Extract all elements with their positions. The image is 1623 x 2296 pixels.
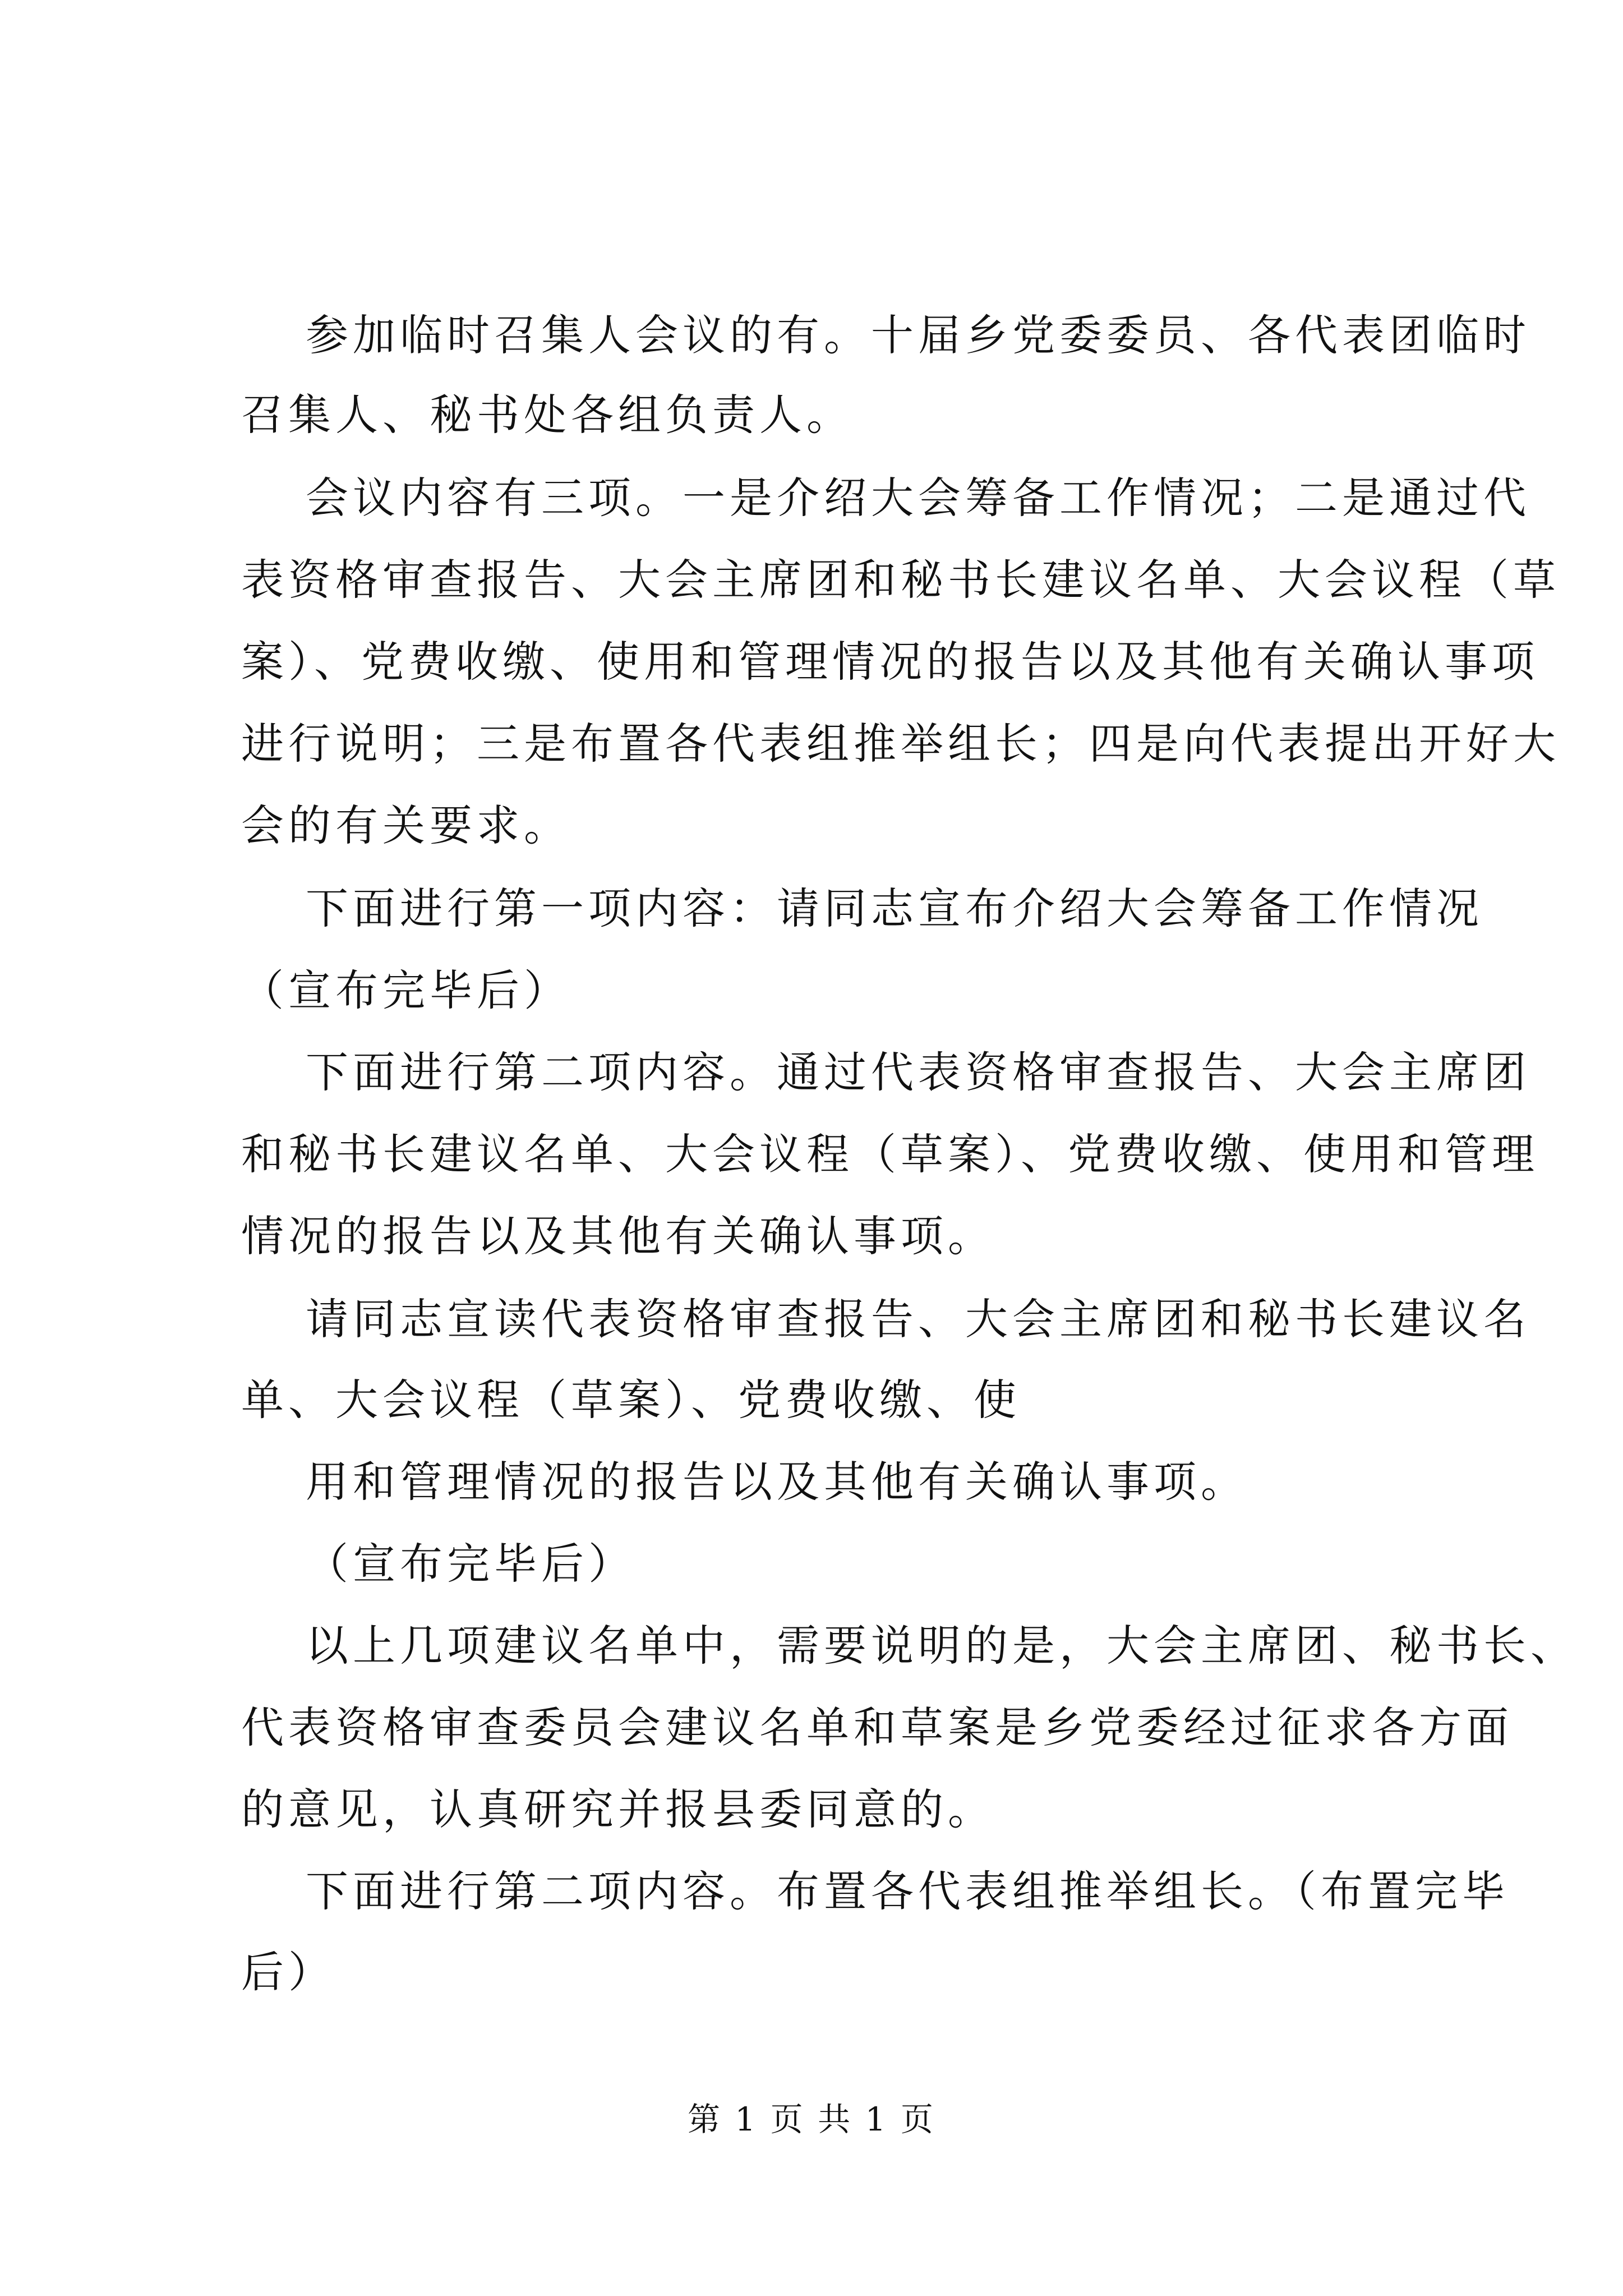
paragraph-line: 单、大会议程（草案）、党费收缴、使	[241, 1375, 1021, 1425]
paragraph-line: 的意见，认真研究并报县委同意的。	[241, 1784, 995, 1834]
paragraph-line: 进行说明；三是布置各代表组推举组长；四是向代表提出开好大	[241, 719, 1560, 769]
paragraph-line: 会的有关要求。	[241, 800, 571, 850]
paragraph-line: 代表资格审查委员会建议名单和草案是乡党委经过征求各方面	[241, 1703, 1513, 1752]
paragraph-line: 后）	[241, 1947, 335, 1997]
paragraph-line: 用和管理情况的报告以及其他有关确认事项。	[306, 1457, 1248, 1507]
paragraph-line: 和秘书长建议名单、大会议程（草案）、党费收缴、使用和管理	[241, 1129, 1539, 1179]
paragraph-line: 情况的报告以及其他有关确认事项。	[241, 1211, 995, 1261]
paragraph-line: 表资格审查报告、大会主席团和秘书长建议名单、大会议程（草	[241, 555, 1560, 605]
paragraph-line: 会议内容有三项。一是介绍大会筹备工作情况；二是通过代	[306, 473, 1530, 523]
paragraph-line: 下面进行第二项内容。布置各代表组推举组长。（布置完毕	[306, 1866, 1509, 1916]
paragraph-line: 参加临时召集人会议的有。十届乡党委委员、各代表团临时	[306, 310, 1530, 360]
paragraph-line: 召集人、秘书处各组负责人。	[241, 390, 854, 440]
paragraph-line: （宣布完毕后）	[306, 1539, 635, 1589]
page-number-footer: 第 1 页 共 1 页	[688, 2100, 935, 2138]
paragraph-line: 以上几项建议名单中，需要说明的是，大会主席团、秘书长、	[306, 1621, 1578, 1671]
paragraph-line: 请同志宣读代表资格审查报告、大会主席团和秘书长建议名	[306, 1294, 1530, 1344]
paragraph-line: （宣布完毕后）	[241, 965, 571, 1015]
paragraph-line: 下面进行第一项内容：请同志宣布介绍大会筹备工作情况	[306, 884, 1483, 933]
paragraph-line: 案）、党费收缴、使用和管理情况的报告以及其他有关确认事项	[241, 637, 1539, 687]
paragraph-line: 下面进行第二项内容。通过代表资格审查报告、大会主席团	[306, 1047, 1530, 1097]
